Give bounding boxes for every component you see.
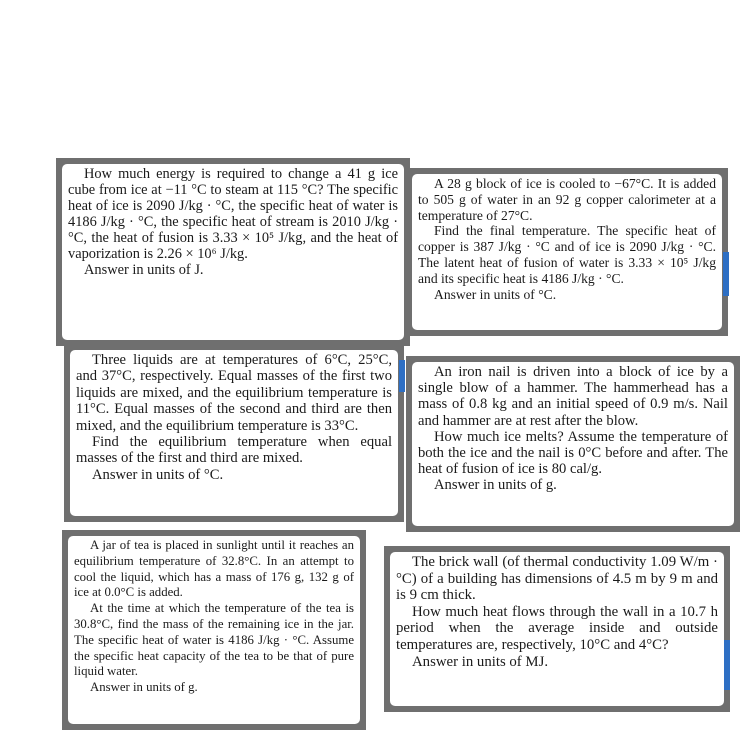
problem-paragraph: The brick wall (of thermal conductivity 1.09 W/m · °C) of a building has dimensions of 4.5 m by 9 m and is 9 cm thick. <box>396 554 718 604</box>
problem-text-panel <box>68 536 360 724</box>
problem-paragraph: A 28 g block of ice is cooled to −67°C. It is added to 505 g of water in an 92 g copper calorimeter at a temperature of 27°C. <box>418 176 716 223</box>
answer-units: Answer in units of J. <box>84 262 204 278</box>
problem-card-brick-wall <box>384 546 730 712</box>
accent-bar <box>724 640 730 690</box>
problem-card-ice-cube <box>56 158 410 346</box>
accent-bar <box>723 252 729 296</box>
problem-text-panel <box>412 174 722 330</box>
problem-paragraph: A jar of tea is placed in sunlight until it reaches an equilibrium temperature of 32.8°C. In an attempt to cool the liquid, which has a mass of 176 g, 132 g of ice at 0.0°C is added. <box>74 538 354 600</box>
problem-text-panel <box>412 362 734 526</box>
problem-text-panel <box>390 552 724 706</box>
problem-paragraph: An iron nail is driven into a block of ice by a single blow of a hammer. The hammerhead has a mass of 0.8 kg and an initial speed of 0.9 m/s. Nail and hammer are at rest after the blow. <box>418 364 728 429</box>
problem-paragraph: How much ice melts? Assume the temperature of both the ice and the nail is 0°C before and after. The heat of fusion of ice is 80 cal/g. <box>418 428 728 478</box>
problem-card-calorimeter <box>406 168 728 336</box>
problem-paragraph: Find the final temperature. The specific heat of copper is 387 J/kg · °C and of ice is 2090 J/kg · °C. The latent heat of fusion of water is 3.33 × 10⁵ J/kg and its specific heat is 4186 J/kg · °C. <box>418 223 716 286</box>
problem-card-jar-of-tea <box>62 530 366 730</box>
problem-paragraph: At the time at which the temperature of the tea is 30.8°C, find the mass of the remaining ice in the jar. The specific heat of water is 4186 J/kg · °C. Assume the specific heat capacity of the tea to be that of pure liquid water. <box>74 601 354 679</box>
accent-bar <box>399 360 405 392</box>
answer-units: Answer in units of °C. <box>92 466 224 483</box>
problem-paragraph: Three liquids are at temperatures of 6°C, 25°C, and 37°C, respectively. Equal masses of the first two liquids are mixed, and the equilibrium temperature is 11°C. Equal masses of the second and third are then mixed, and the equilibrium temperature is 33°C. <box>76 352 392 434</box>
problem-paragraph: Find the equilibrium temperature when equal masses of the first and third are mixed. <box>76 434 392 467</box>
problem-paragraph: How much energy is required to change a 41 g ice cube from ice at −11 °C to steam at 115 °C? The specific heat of ice is 2090 J/kg · °C, the specific heat of water is 4186 J/kg · °C, the specific heat of stream is 2010 J/kg · °C, the heat of fusion is 3.33 × 10⁵ J/kg, and the heat of vaporization is 2.26 × 10⁶ J/kg. <box>68 166 398 262</box>
problem-paragraph: How much heat flows through the wall in a 10.7 h period when the average inside and outside temperatures are, respectively, 10°C and 4°C? <box>396 603 718 653</box>
answer-units: Answer in units of °C. <box>434 286 557 302</box>
answer-units: Answer in units of g. <box>90 680 198 695</box>
problem-text-panel <box>62 164 404 340</box>
problem-card-iron-nail <box>406 356 740 532</box>
problem-card-three-liquids <box>64 344 404 522</box>
answer-units: Answer in units of g. <box>434 477 557 494</box>
problem-text-panel <box>70 350 398 516</box>
answer-units: Answer in units of MJ. <box>412 653 549 670</box>
